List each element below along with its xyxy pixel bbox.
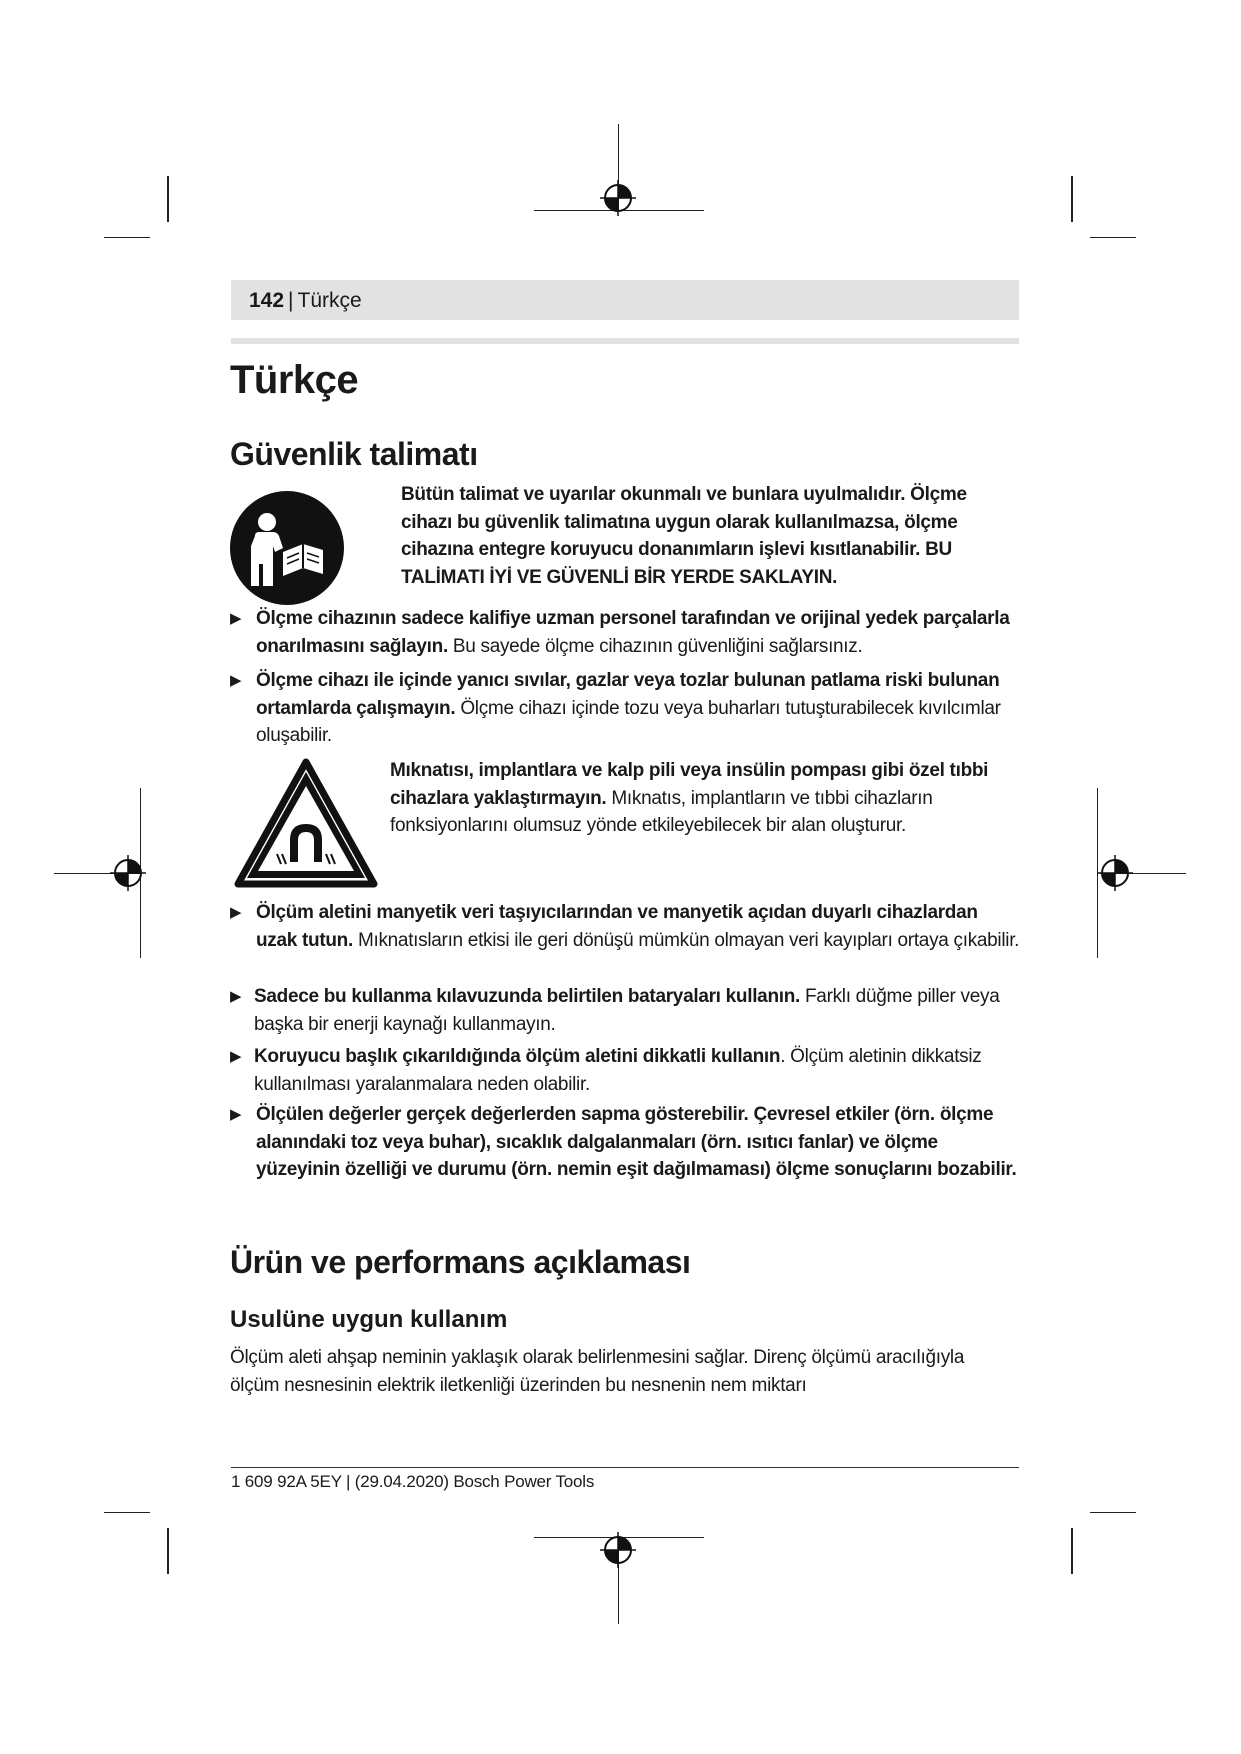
- magnet-warning-text: Mıknatıs, implantların ve tıbbi cihazların fonksiyonlarını olumsuz yönde etkileyebilecek bir alan oluşturur.: [390, 787, 933, 836]
- header-rule: [231, 338, 1019, 344]
- bullet-arrow-icon: ▶: [230, 1048, 242, 1065]
- header-section: Türkçe: [297, 289, 362, 312]
- item-bold: Ölçüm aletini manyetik veri taşıyıcılarından ve manyetik açıdan duyarlı cihazlardan uzak tutun.: [256, 902, 978, 951]
- list-item: [230, 983, 1020, 1038]
- safety-intro-text: Bütün talimat ve uyarılar okunmalı ve bunlara uyulmalıdır. Ölçme cihazı bu güvenlik talimatına uygun olarak kullanılmazsa, ölçme cihazına entegre koruyucu donanımların işlevi kısıtlanabilir. BU TALİMATI İYİ VE GÜVENLİ BİR YERDE SAKLAYIN.: [401, 484, 967, 588]
- bullet-arrow-icon: ▶: [230, 988, 242, 1005]
- usage-subheading: Usulüne uygun kullanım: [230, 1306, 508, 1333]
- safety-intro: [401, 481, 1021, 591]
- footer-rule: [231, 1467, 1019, 1468]
- magnet-warning-icon: [234, 758, 378, 888]
- bullet-arrow-icon: ▶: [230, 1106, 242, 1123]
- list-item: [230, 605, 1020, 660]
- registration-target-icon: [1097, 855, 1133, 891]
- page-number: 142: [249, 289, 285, 312]
- item-bold: Ölçülen değerler gerçek değerlerden sapma gösterebilir. Çevresel etkiler (örn. ölçme alanındaki toz veya buhar), sıcaklık dalgalanmaları (örn. ısıtıcı fanlar) ve ölçme yüzeyinin özelliği ve durumu (örn. nemin eşit dağılmaması) ölçme sonuçlarını bozabilir.: [256, 1104, 1017, 1180]
- item-text: Mıknatısların etkisi ile geri dönüşü mümkün olmayan veri kayıpları ortaya çıkabilir.: [352, 929, 1020, 951]
- registration-target-icon: [600, 180, 636, 216]
- bullet-arrow-icon: ▶: [230, 610, 242, 627]
- read-manual-icon: [229, 490, 345, 606]
- item-text: Bu sayede ölçme cihazının güvenliğini sağlarsınız.: [447, 635, 863, 657]
- item-bold: Sadece bu kullanma kılavuzunda belirtilen bataryaları kullanın.: [254, 986, 801, 1007]
- registration-target-icon: [600, 1532, 636, 1568]
- magnet-warning-bold: Mıknatısı, implantlara ve kalp pili veya insülin pompası gibi özel tıbbi cihazlara yaklaştırmayın.: [390, 760, 989, 809]
- list-item: [230, 1043, 1020, 1098]
- item-text: . Ölçüm aletinin dikkatsiz kullanılması yaralanmalara neden olabilir.: [254, 1046, 982, 1095]
- item-text: Ölçme cihazı içinde tozu veya buharları tutuşturabilecek kıvılcımlar oluşabilir.: [256, 697, 1001, 746]
- item-bold: Koruyucu başlık çıkarıldığında ölçüm aletini dikkatli kullanın: [254, 1046, 781, 1067]
- product-heading: Ürün ve performans açıklaması: [230, 1244, 691, 1280]
- item-text: Farklı düğme piller veya başka bir enerji kaynağı kullanmayın.: [254, 986, 1000, 1035]
- safety-heading: Güvenlik talimatı: [230, 436, 478, 472]
- list-item: [230, 899, 1020, 954]
- list-item: [230, 1101, 1020, 1184]
- bullet-arrow-icon: ▶: [230, 672, 242, 689]
- running-header: [249, 288, 362, 314]
- registration-target-icon: [110, 855, 146, 891]
- list-item: [230, 667, 1020, 750]
- usage-paragraph: Ölçüm aleti ahşap neminin yaklaşık olarak belirlenmesini sağlar. Direnç ölçümü aracılığıyla ölçüm nesnesinin elektrik iletkenliği üzerinden bu nesnenin nem miktarı: [230, 1347, 965, 1396]
- item-bold: Ölçme cihazının sadece kalifiye uzman personel tarafından ve orijinal yedek parçalarla onarılmasını sağlayın.: [256, 608, 1010, 657]
- item-bold: Ölçme cihazı ile içinde yanıcı sıvılar, gazlar veya tozlar bulunan patlama riski bulunan ortamlarda çalışmayın.: [256, 670, 1000, 719]
- bullet-arrow-icon: ▶: [230, 904, 242, 921]
- page-title: Türkçe: [230, 358, 359, 402]
- footer-text: 1 609 92A 5EY | (29.04.2020) Bosch Power Tools: [231, 1472, 595, 1491]
- header-separator: |: [288, 289, 294, 312]
- magnet-warning: [390, 757, 1000, 840]
